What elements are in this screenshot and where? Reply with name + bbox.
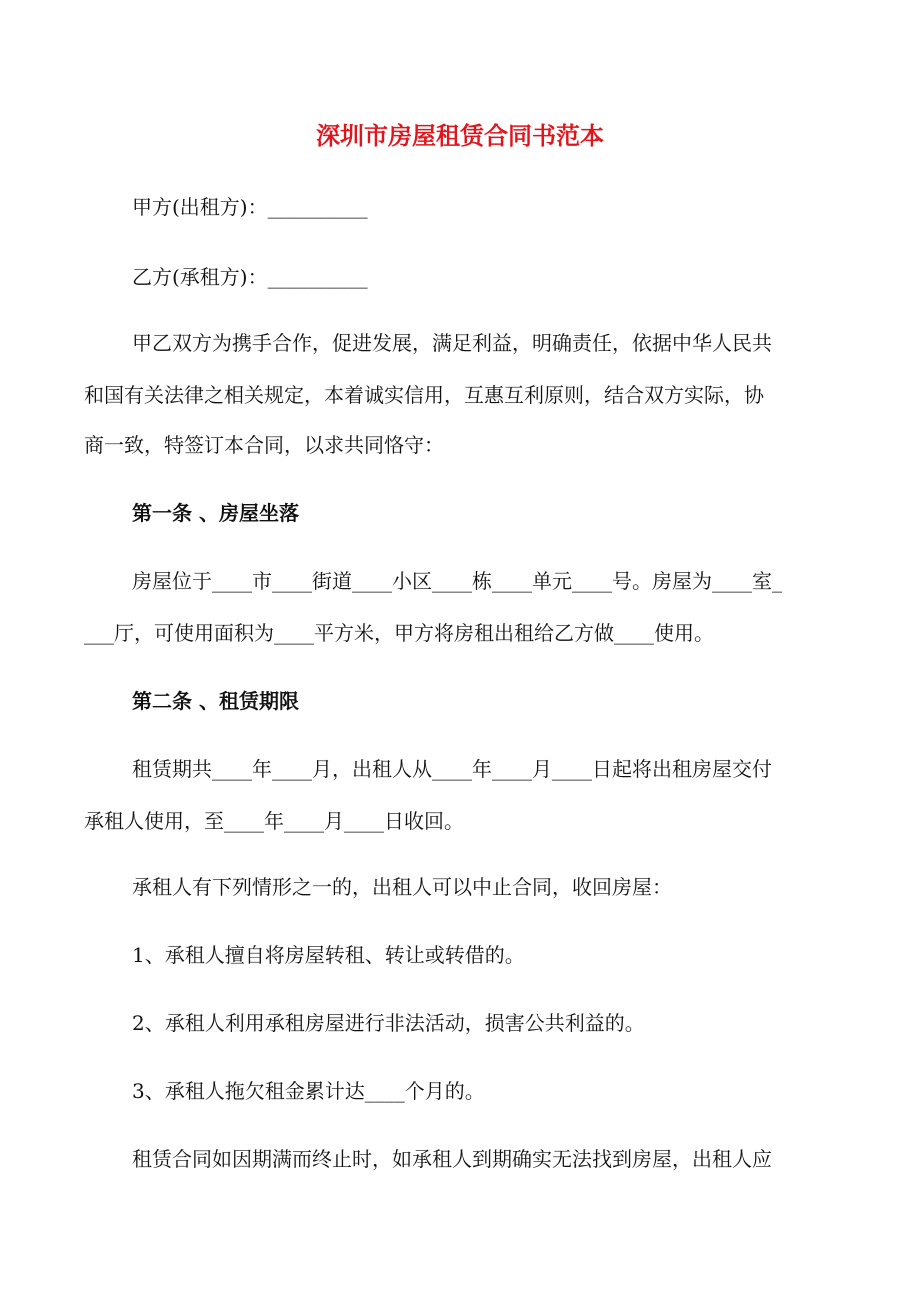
preamble-line-1: 甲乙双方为携手合作，促进发展，满足利益，明确责任，依据中华人民共 bbox=[132, 331, 772, 355]
section-2-line-2: 承租人使用，至____年____月____日收回。 bbox=[84, 809, 464, 833]
termination-intro: 承租人有下列情形之一的，出租人可以中止合同，收回房屋： bbox=[132, 875, 672, 899]
preamble-line-2: 和国有关法律之相关规定，本着诚实信用，互惠互利原则，结合双方实际，协 bbox=[84, 383, 764, 407]
party-b-line: 乙方(承租方)：__________ bbox=[132, 265, 368, 289]
section-1-line-1: 房屋位于____市____街道____小区____栋____单元____号。房屋为____室_ bbox=[132, 569, 782, 593]
party-a-line: 甲方(出租方)：__________ bbox=[132, 195, 368, 219]
document-title: 深圳市房屋租赁合同书范本 bbox=[316, 121, 604, 150]
preamble-line-3: 商一致，特签订本合同，以求共同恪守： bbox=[84, 433, 444, 457]
section-2-line-1: 租赁期共____年____月，出租人从____年____月____日起将出租房屋交付 bbox=[132, 757, 772, 781]
section-2-heading: 第二条 、租赁期限 bbox=[132, 689, 299, 713]
termination-item-2: 2、承租人利用承租房屋进行非法活动，损害公共利益的。 bbox=[132, 1011, 645, 1035]
section-1-line-2: ___厅，可使用面积为____平方米，甲方将房租出租给乙方做____使用。 bbox=[84, 621, 714, 645]
section-1-heading: 第一条 、房屋坐落 bbox=[132, 501, 299, 525]
termination-item-3: 3、承租人拖欠租金累计达____个月的。 bbox=[132, 1079, 485, 1103]
termination-item-1: 1、承租人擅自将房屋转租、转让或转借的。 bbox=[132, 943, 525, 967]
expiry-paragraph-line-1: 租赁合同如因期满而终止时，如承租人到期确实无法找到房屋，出租人应 bbox=[132, 1147, 772, 1171]
